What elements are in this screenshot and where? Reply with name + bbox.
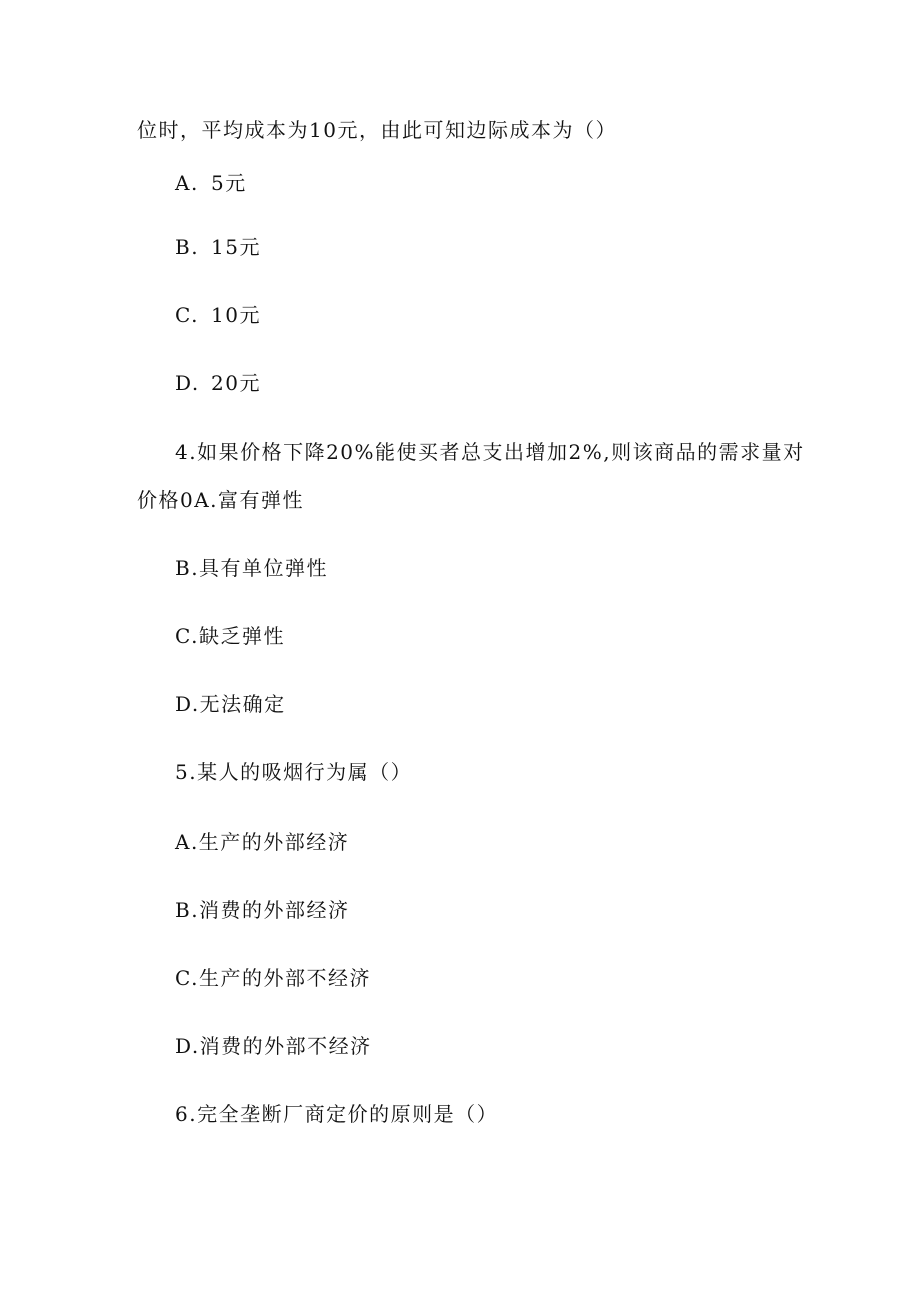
q3-option-c: [175, 302, 261, 328]
q3-stem-tail: 位时，平均成本为10元，由此可知边际成本为（）: [137, 118, 617, 142]
q3-option-a: [175, 170, 247, 196]
q5-option-c: C.生产的外部不经济: [175, 966, 371, 990]
option-text: 5元: [211, 171, 247, 195]
option-label: C.: [175, 303, 199, 327]
option-label: D.: [175, 371, 200, 395]
q4-stem-line1: 4.如果价格下降20%能使买者总支出增加2%,则该商品的需求量对: [175, 440, 805, 464]
q5-option-b: B.消费的外部经济: [175, 898, 350, 922]
q5-stem: 5.某人的吸烟行为属（）: [175, 760, 413, 784]
q5-option-a: A.生产的外部经济: [175, 830, 350, 854]
q3-option-b: [175, 234, 261, 260]
q4-option-d: D.无法确定: [175, 692, 286, 716]
q4-option-b: B.具有单位弹性: [175, 556, 329, 580]
q4-option-c: C.缺乏弹性: [175, 624, 285, 648]
option-label: B.: [175, 235, 200, 259]
option-text: 15元: [211, 235, 261, 259]
option-text: 20元: [211, 371, 261, 395]
q3-option-d: [175, 370, 261, 396]
q6-stem: 6.完全垄断厂商定价的原则是（）: [175, 1102, 499, 1126]
option-label: A.: [175, 171, 199, 195]
q4-stem-line2: 价格0A.富有弹性: [137, 488, 305, 512]
q5-option-d: D.消费的外部不经济: [175, 1034, 372, 1058]
option-text: 10元: [211, 303, 261, 327]
